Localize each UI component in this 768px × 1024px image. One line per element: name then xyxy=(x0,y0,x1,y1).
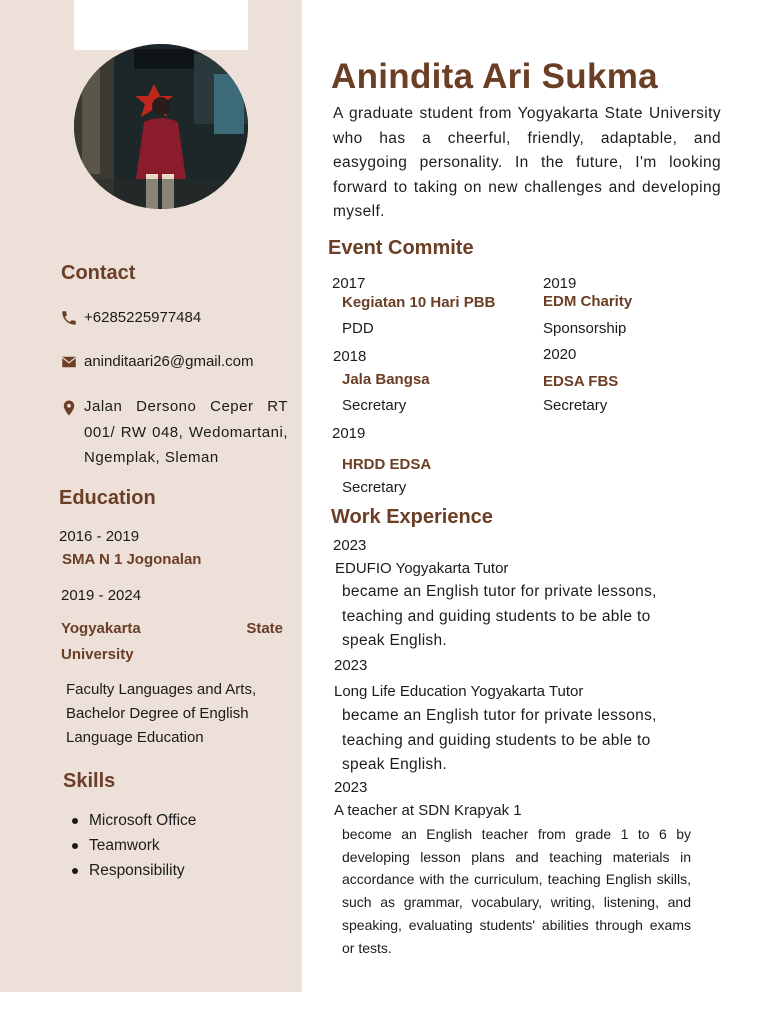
education-years-1: 2016 - 2019 xyxy=(59,528,140,545)
event-role: Secretary xyxy=(543,397,608,414)
phone-number: +6285225977484 xyxy=(84,309,202,326)
education-school-2-word1: Yogyakarta xyxy=(61,620,141,637)
skill-item: Responsibility xyxy=(66,858,196,883)
skill-item: Microsoft Office xyxy=(66,808,196,833)
work-desc: became an English tutor for private lessons, teaching and guiding students to be able to speak English. xyxy=(342,707,657,773)
candidate-name: Anindita Ari Sukma xyxy=(331,57,658,96)
work-desc: become an English teacher from grade 1 to 6 by developing lesson plans and teaching materials in accordance with the curriculum, teaching English skills, such as grammar, vocabulary, writing, listening, and speaking, evaluating students' abilities through exams or tests. xyxy=(342,826,691,956)
work-year: 2023 xyxy=(334,779,368,796)
education-years-2: 2019 - 2024 xyxy=(61,587,142,604)
contact-heading: Contact xyxy=(61,262,136,284)
phone-icon xyxy=(60,309,78,327)
event-name: EDM Charity xyxy=(543,293,633,310)
work-heading: Work Experience xyxy=(331,506,493,528)
event-role: Secretary xyxy=(342,479,407,496)
education-school-2-word3: University xyxy=(61,646,134,663)
education-school-2-word2: State xyxy=(246,620,283,637)
contact-email xyxy=(60,350,253,374)
education-heading: Education xyxy=(59,487,156,509)
event-year: 2018 xyxy=(333,348,367,365)
work-title: Long Life Education Yogyakarta Tutor xyxy=(334,683,584,700)
event-year: 2019 xyxy=(543,275,577,292)
profile-photo xyxy=(74,44,248,209)
work-title: A teacher at SDN Krapyak 1 xyxy=(334,802,522,819)
work-desc: became an English tutor for private lessons, teaching and guiding students to be able to speak English. xyxy=(342,583,657,649)
event-year: 2020 xyxy=(543,346,577,363)
address-text: Jalan Dersono Ceper RT 001/ RW 048, Wedomartani, Ngemplak, Sleman xyxy=(84,398,288,466)
education-school-1: SMA N 1 Jogonalan xyxy=(62,551,202,568)
email-address: aninditaari26@gmail.com xyxy=(84,353,254,370)
work-year: 2023 xyxy=(334,657,368,674)
events-heading: Event Commite xyxy=(328,237,474,259)
event-name: Jala Bangsa xyxy=(342,371,430,388)
skill-item: Teamwork xyxy=(66,833,196,858)
contact-phone xyxy=(60,306,201,330)
location-pin-icon xyxy=(60,397,78,419)
mail-icon xyxy=(60,353,78,371)
photo-backdrop xyxy=(74,0,248,50)
event-role: Secretary xyxy=(342,397,407,414)
work-year: 2023 xyxy=(333,537,367,554)
contact-address xyxy=(60,394,288,471)
education-school-2 xyxy=(61,616,283,668)
event-role: PDD xyxy=(342,320,374,337)
event-year: 2019 xyxy=(332,425,366,442)
skills-heading: Skills xyxy=(63,770,116,792)
event-name: HRDD EDSA xyxy=(342,456,432,473)
education-detail-2: Faculty Languages and Arts, Bachelor Degree of English Language Education xyxy=(66,681,257,746)
work-title: EDUFIO Yogyakarta Tutor xyxy=(335,560,509,577)
event-role: Sponsorship xyxy=(543,320,627,337)
event-name: EDSA FBS xyxy=(543,373,619,390)
intro-paragraph: A graduate student from Yogyakarta State University who has a cheerful, friendly, adaptable, and easygoing personality. In the future, I'm looking forward to taking on new challenges and developing myself. xyxy=(333,105,721,220)
skills-list xyxy=(66,808,196,883)
event-year: 2017 xyxy=(332,275,366,292)
event-name: Kegiatan 10 Hari PBB xyxy=(342,294,496,311)
